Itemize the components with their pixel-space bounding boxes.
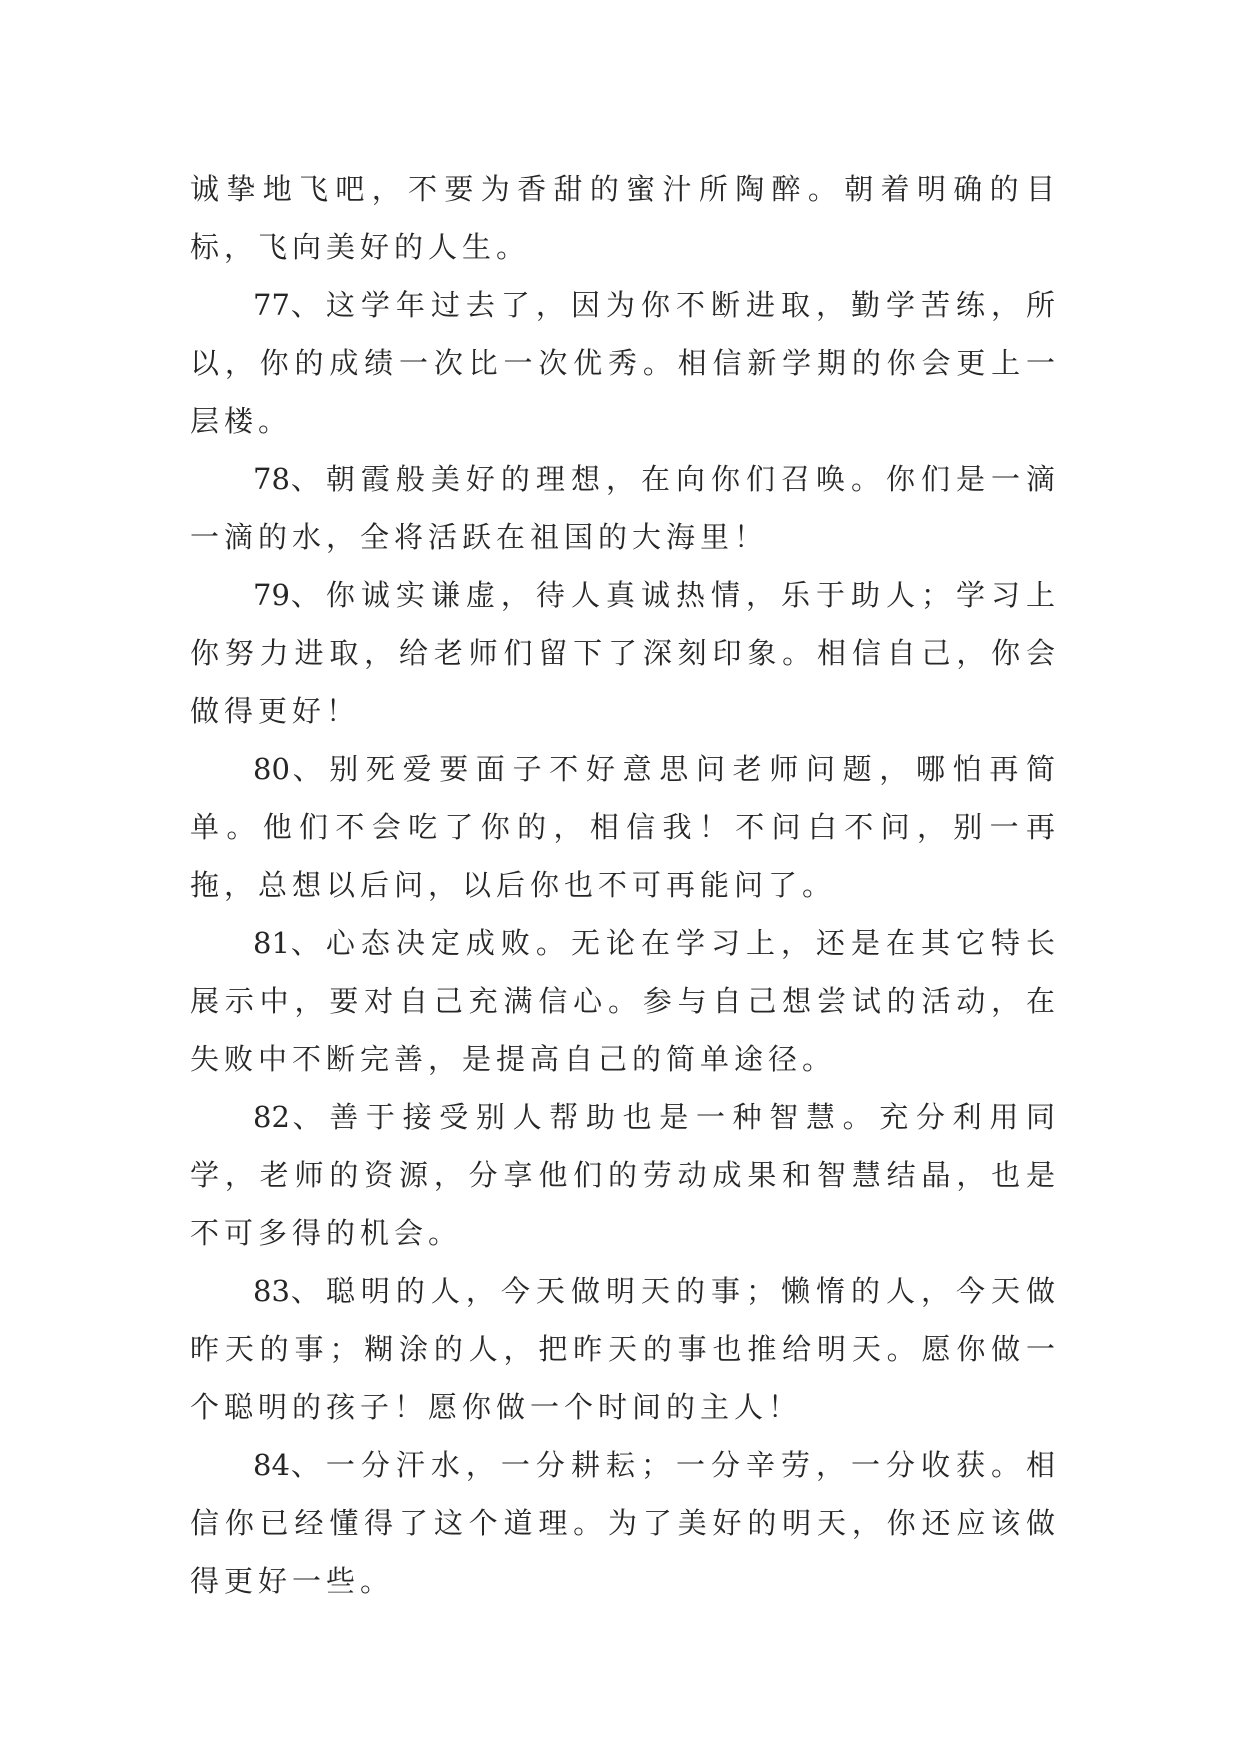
paragraph-number: 80 <box>253 752 290 786</box>
paragraph-text: 、善于接受别人帮助也是一种智慧。充分利用同学，老师的资源，分享他们的劳动成果和智慧结晶，也是不可多得的机会。 <box>190 1100 1060 1250</box>
paragraph-text: 、朝霞般美好的理想，在向你们召唤。你们是一滴一滴的水，全将活跃在祖国的大海里！ <box>190 462 1060 554</box>
paragraph-number: 78 <box>253 462 290 496</box>
paragraph-83 <box>190 1262 1060 1436</box>
paragraph-78 <box>190 450 1060 566</box>
paragraph-text: 、聪明的人，今天做明天的事；懒惰的人，今天做昨天的事；糊涂的人，把昨天的事也推给明天。愿你做一个聪明的孩子！愿你做一个时间的主人！ <box>190 1274 1060 1424</box>
paragraph-continued <box>190 160 1060 276</box>
paragraph-81 <box>190 914 1060 1088</box>
paragraph-77 <box>190 276 1060 450</box>
paragraph-80 <box>190 740 1060 914</box>
paragraph-text: 、这学年过去了，因为你不断进取，勤学苦练，所以，你的成绩一次比一次优秀。相信新学期的你会更上一层楼。 <box>190 288 1060 438</box>
paragraph-text: 、别死爱要面子不好意思问老师问题，哪怕再简单。他们不会吃了你的，相信我！不问白不问，别一再拖，总想以后问，以后你也不可再能问了。 <box>190 752 1060 902</box>
paragraph-number: 77 <box>253 288 290 322</box>
paragraph-number: 82 <box>253 1100 290 1134</box>
paragraph-text: 、你诚实谦虚，待人真诚热情，乐于助人；学习上你努力进取，给老师们留下了深刻印象。相信自己，你会做得更好！ <box>190 578 1060 728</box>
paragraph-text: 诚挚地飞吧，不要为香甜的蜜汁所陶醉。朝着明确的目标，飞向美好的人生。 <box>190 172 1060 264</box>
paragraph-number: 83 <box>253 1274 290 1308</box>
paragraph-number: 79 <box>253 578 290 612</box>
paragraph-79 <box>190 566 1060 740</box>
paragraph-text: 、心态决定成败。无论在学习上，还是在其它特长展示中，要对自己充满信心。参与自己想尝试的活动，在失败中不断完善，是提高自己的简单途径。 <box>190 926 1060 1076</box>
paragraph-number: 81 <box>253 926 290 960</box>
paragraph-number: 84 <box>253 1448 290 1482</box>
paragraph-text: 、一分汗水，一分耕耘；一分辛劳，一分收获。相信你已经懂得了这个道理。为了美好的明天，你还应该做得更好一些。 <box>190 1448 1060 1598</box>
paragraph-84 <box>190 1436 1060 1610</box>
document-body <box>190 160 1060 1610</box>
paragraph-82 <box>190 1088 1060 1262</box>
